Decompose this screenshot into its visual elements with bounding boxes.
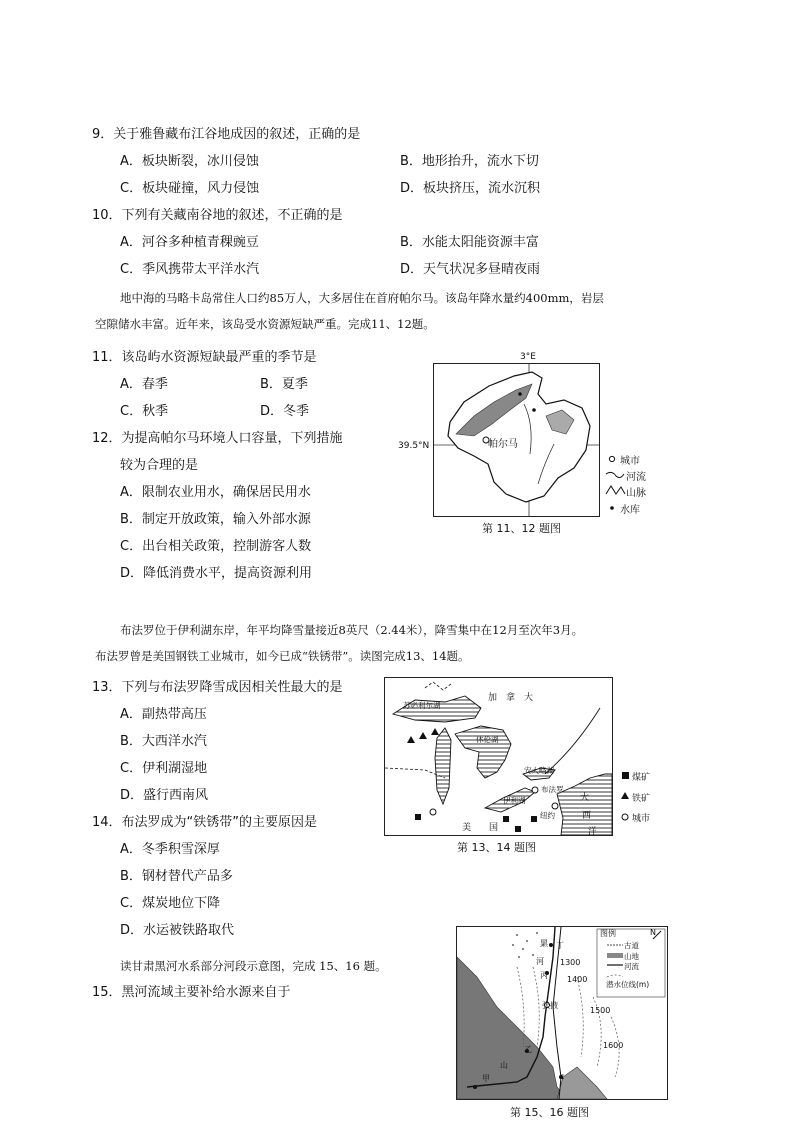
q15-stem: 15．黑河流域主要补给水源来自于: [92, 985, 291, 1000]
fig2-label-usa: 美 国: [462, 823, 499, 833]
q9-option-a: A．板块断裂，冰川侵蚀: [120, 154, 259, 169]
fig2-label-canada: 加 拿 大: [488, 693, 534, 703]
fig3-label-c: c: [560, 1072, 565, 1081]
q13-option-a: A．副热带高压: [120, 707, 207, 722]
q10-option-a: A．河谷多种植青稞豌豆: [120, 235, 259, 250]
q11-option-c: C．秋季: [120, 404, 169, 419]
q12-option-c: C．出台相关政策，控制游客人数: [120, 539, 312, 554]
fig3-contour-1500: 1500: [590, 1006, 611, 1015]
fig3-label-zhangye: 张掖: [542, 1001, 558, 1010]
q10-option-d: D．天气状况多昼晴夜雨: [400, 262, 541, 277]
q12-option-a: A．限制农业用水，确保居民用水: [120, 485, 311, 500]
q14-option-a: A．冬季积雪深厚: [120, 842, 220, 857]
q13-option-c: C．伊利湖湿地: [120, 761, 208, 776]
q12-stem-line1: 12．为提高帕尔马环境人口容量，下列措施: [92, 431, 343, 446]
fig1-latitude-label: 39.5°N: [398, 441, 430, 451]
q13-stem: 13．下列与布法罗降雪成因相关性最大的是: [92, 680, 343, 695]
q12-option-d: D．降低消费水平，提高资源利用: [120, 566, 313, 581]
fig3-label-shan: 山: [500, 1061, 508, 1070]
q9-option-b: B．地形抬升，流水下切: [400, 154, 539, 169]
fig1-legend-river: 河流: [626, 472, 646, 483]
intro-11-12-line2: 空隙储水丰富。近年来，该岛受水资源短缺严重。完成11、12题。: [95, 317, 435, 331]
q13-option-b: B．大西洋水汽: [120, 734, 207, 749]
q10-option-c: C．季风携带太平洋水汽: [120, 262, 260, 277]
fig2-label-ocean-2: 西: [582, 811, 592, 821]
fig2-label-lake-ontario: 安大略湖: [524, 766, 554, 775]
q12-stem-line2: 较为合理的是: [120, 458, 199, 473]
fig3-legend-3: 河流: [624, 962, 639, 971]
fig2-legend-coal: 煤矿: [632, 773, 651, 783]
fig3-contour-1600: 1600: [603, 1041, 624, 1050]
fig3-label-ding: 丁: [556, 941, 564, 950]
fig3-legend-4: 潜水位线(m): [606, 980, 650, 989]
fig3-label-jia: 甲: [482, 1074, 490, 1083]
fig3-north-label: N: [650, 928, 656, 937]
fig3-label-river-2: 河: [536, 957, 544, 966]
q9-option-c: C．板块碰撞，风力侵蚀: [120, 181, 260, 196]
fig1-city-palma: 帕尔马: [488, 439, 518, 450]
q14-option-b: B．钢材替代产品多: [120, 869, 233, 884]
fig3-legend-1: 古道: [624, 941, 639, 950]
fig2-label-ocean-3: 洋: [588, 827, 598, 837]
q11-option-d: D．冬季: [260, 404, 310, 419]
fig3-label-bing: 丙: [540, 971, 548, 980]
fig1-legend-reservoir: 水库: [620, 505, 640, 516]
intro-15-16: 读甘肃黑河水系部分河段示意图，完成 15、16 题。: [120, 959, 387, 973]
fig2-label-buffalo: 布法罗: [541, 785, 564, 794]
fig2-label-ocean-1: 大: [580, 793, 590, 803]
fig3-caption: 第 15、16 题图: [510, 1106, 589, 1119]
fig2-label-lake-erie: 伊利湖: [503, 796, 526, 805]
q9-option-d: D．板块挤压，流水沉积: [400, 181, 541, 196]
q11-option-a: A．春季: [120, 377, 168, 392]
q10-stem: 10．下列有关藏南谷地的叙述，不正确的是: [92, 208, 343, 223]
fig3-label-river-1: 黑: [540, 939, 548, 948]
intro-13-14-line2: 布法罗曾是美国钢铁工业城市，如今已成“铁锈带”。读图完成13、14题。: [95, 649, 470, 663]
fig1-legend-city: 城市: [620, 456, 640, 467]
fig3-label-yi: 乙: [524, 1045, 532, 1054]
fig3-legend-2: 山地: [624, 952, 639, 961]
q13-option-d: D．盛行西南风: [120, 788, 209, 803]
q14-option-d: D．水运被铁路取代: [120, 923, 235, 938]
fig3-contour-1400: 1400: [567, 975, 588, 984]
fig2-label-lake-superior: 苏必利尔湖: [403, 701, 441, 710]
q9-stem: 9．关于雅鲁藏布江谷地成因的叙述，正确的是: [92, 127, 361, 142]
intro-13-14-line1: 布法罗位于伊利湖东岸，年平均降雪量接近8英尺（2.44米），降雪集中在12月至次年3月。: [120, 623, 584, 637]
fig2-legend-iron: 铁矿: [632, 794, 651, 804]
q11-option-b: B．夏季: [260, 377, 308, 392]
q11-stem: 11．该岛屿水资源短缺最严重的季节是: [92, 350, 317, 365]
intro-11-12-line1: 地中海的马略卡岛常住人口约85万人，大多居住在首府帕尔马。该岛年降水量约400mm，岩层: [120, 291, 604, 305]
fig3-contour-1300: 1300: [560, 958, 581, 967]
q10-option-b: B．水能太阳能资源丰富: [400, 235, 539, 250]
q14-stem: 14．布法罗成为“铁锈带”的主要原因是: [92, 815, 318, 830]
fig1-caption: 第 11、12 题图: [482, 522, 561, 535]
fig3-legend-title: 图例: [600, 929, 616, 938]
fig2-label-lake-huron: 休伦湖: [476, 735, 499, 744]
fig2-legend-city: 城市: [632, 814, 651, 824]
q14-option-c: C．煤炭地位下降: [120, 896, 221, 911]
fig1-longitude-label: 3°E: [520, 352, 536, 362]
fig2-label-newyork: 纽约: [540, 811, 555, 820]
q12-option-b: B．制定开放政策，输入外部水源: [120, 512, 311, 527]
fig2-caption: 第 13、14 题图: [457, 841, 536, 854]
fig1-legend-mountain: 山脉: [626, 488, 646, 499]
